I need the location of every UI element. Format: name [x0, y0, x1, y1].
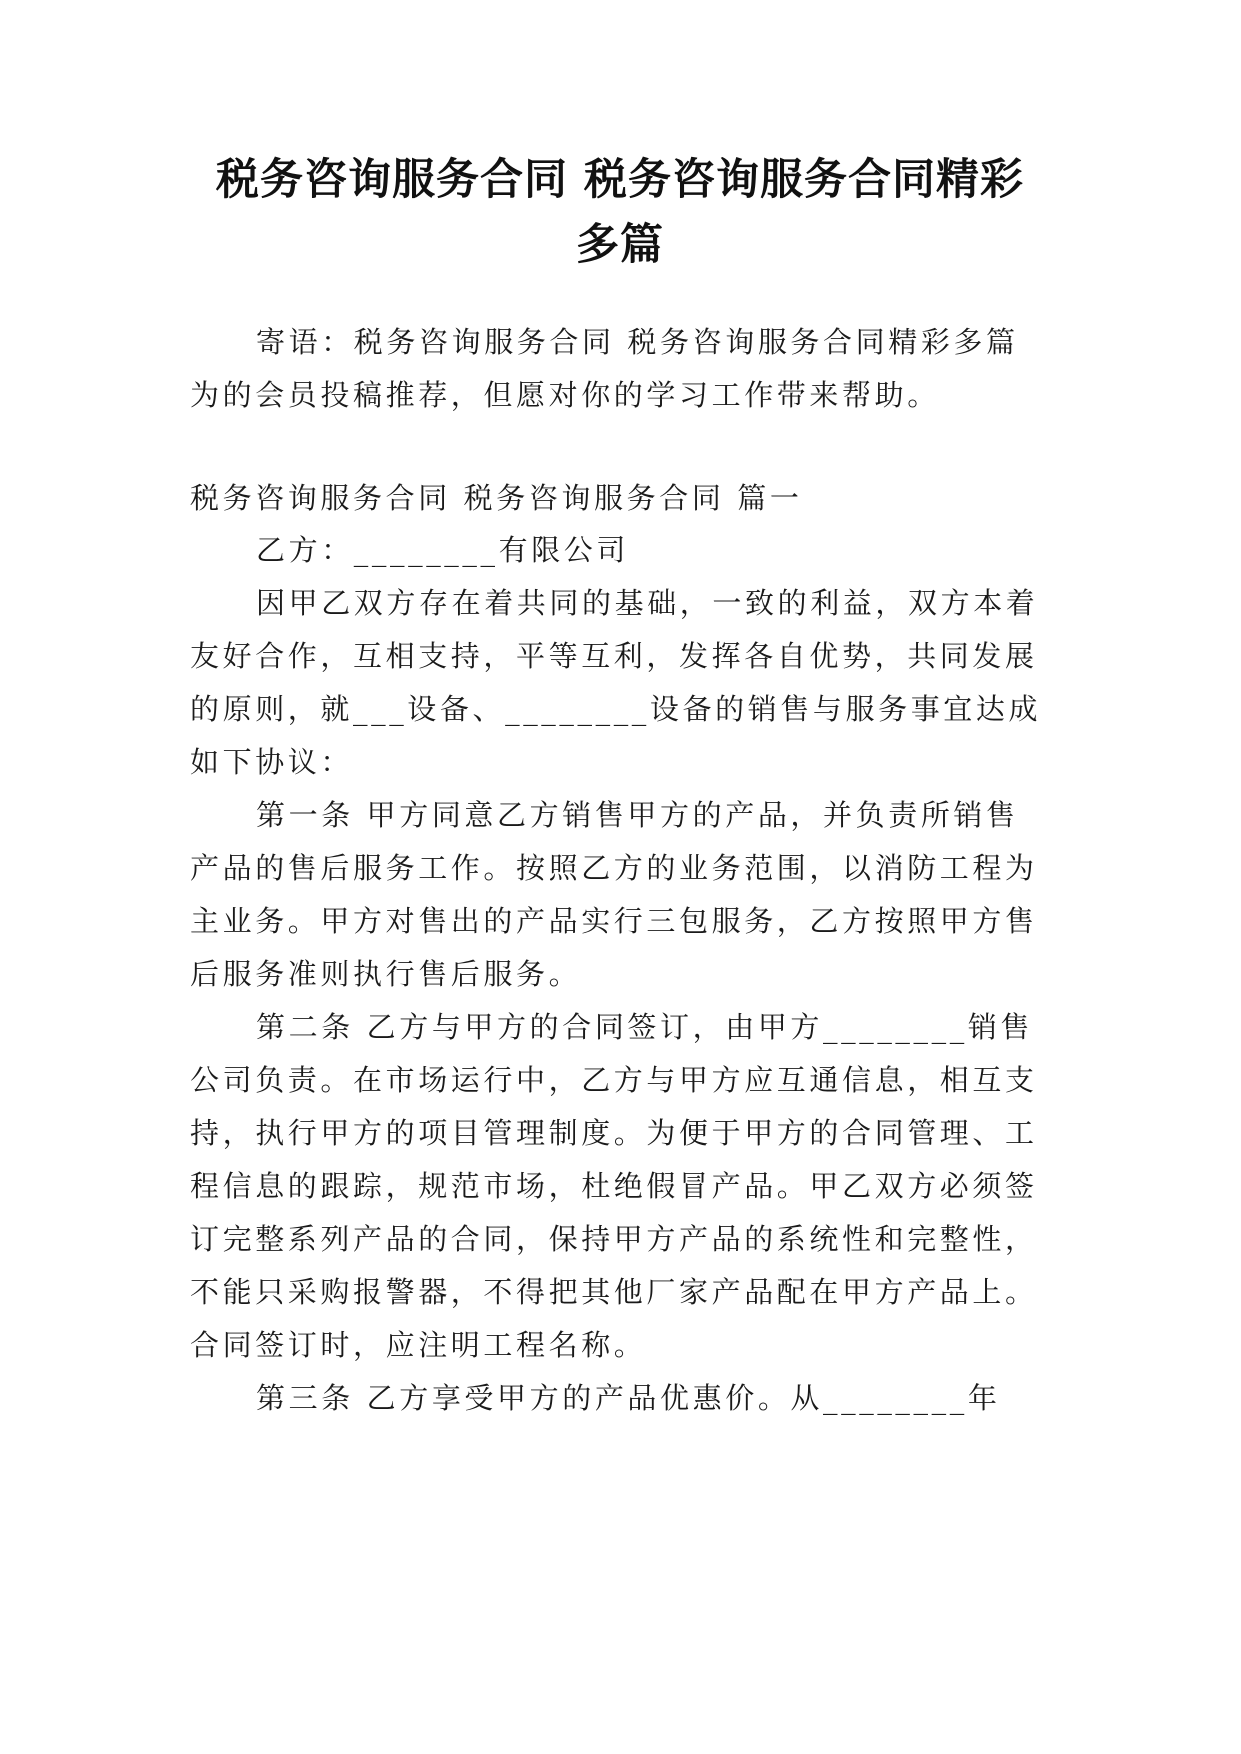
article-1-line: 第一条 甲方同意乙方销售甲方的产品，并负责所销售 [256, 798, 1019, 832]
paragraph-line: 如下协议： [190, 745, 354, 779]
article-2-line: 公司负责。在市场运行中，乙方与甲方应互通信息，相互支 [190, 1063, 1038, 1097]
document-title [150, 148, 1090, 278]
article-2-line: 订完整系列产品的合同，保持甲方产品的系统性和完整性， [190, 1222, 1038, 1256]
article-1-line: 后服务准则执行售后服务。 [190, 957, 582, 991]
title-line-2: 多篇 [576, 220, 664, 270]
party-b-line: 乙方：________有限公司 [256, 533, 630, 567]
article-1-line: 产品的售后服务工作。按照乙方的业务范围，以消防工程为 [190, 851, 1038, 885]
title-line-1: 税务咨询服务合同 税务咨询服务合同精彩 [216, 155, 1024, 205]
foreword-line-2: 为的会员投稿推荐，但愿对你的学习工作带来帮助。 [190, 378, 940, 412]
article-2-line: 程信息的跟踪，规范市场，杜绝假冒产品。甲乙双方必须签 [190, 1169, 1038, 1203]
section-heading: 税务咨询服务合同 税务咨询服务合同 篇一 [190, 481, 803, 515]
paragraph-line: 的原则，就___设备、________设备的销售与服务事宜达成 [190, 692, 1042, 726]
article-1-line: 主业务。甲方对售出的产品实行三包服务，乙方按照甲方售 [190, 904, 1038, 938]
paragraph-line: 友好合作，互相支持，平等互利，发挥各自优势，共同发展 [190, 639, 1038, 673]
article-3-line: 第三条 乙方享受甲方的产品优惠价。从________年 [256, 1381, 1001, 1415]
paragraph-line: 因甲乙双方存在着共同的基础，一致的利益，双方本着 [256, 586, 1039, 620]
foreword-line-1: 寄语：税务咨询服务合同 税务咨询服务合同精彩多篇 [256, 325, 1019, 359]
article-2-line: 合同签订时，应注明工程名称。 [190, 1328, 647, 1362]
article-2-line: 不能只采购报警器，不得把其他厂家产品配在甲方产品上。 [190, 1275, 1038, 1309]
article-2-line: 持，执行甲方的项目管理制度。为便于甲方的合同管理、工 [190, 1116, 1038, 1150]
article-2-line: 第二条 乙方与甲方的合同签订，由甲方________销售 [256, 1010, 1034, 1044]
